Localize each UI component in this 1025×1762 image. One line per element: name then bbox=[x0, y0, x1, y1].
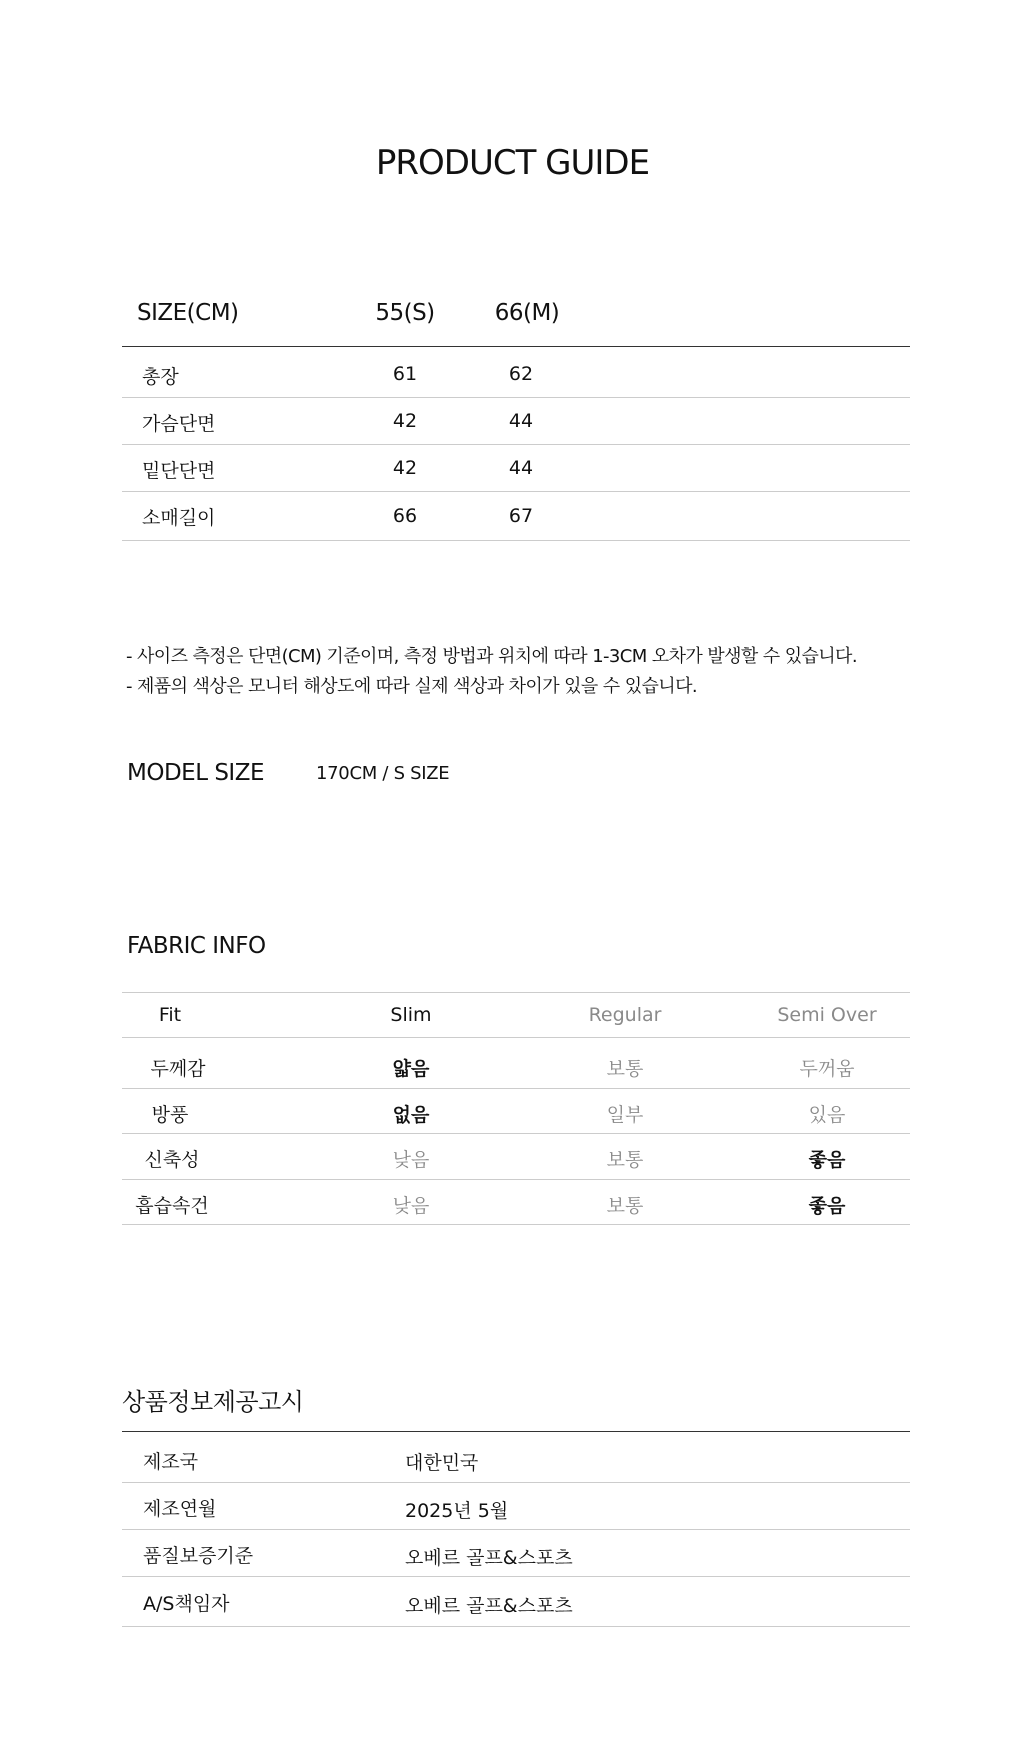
fabric-value: 없음 bbox=[392, 1104, 430, 1126]
note-color: - 제품의 색상은 모니터 해상도에 따라 실제 색상과 차이가 있을 수 있습니다. bbox=[126, 676, 697, 697]
row-divider bbox=[122, 491, 910, 492]
fabric-value: 낮음 bbox=[392, 1195, 430, 1217]
fabric-value: 일부 bbox=[606, 1104, 644, 1126]
row-divider bbox=[122, 540, 910, 541]
fabric-value: 낮음 bbox=[392, 1149, 430, 1171]
size-row-s: 42 bbox=[392, 410, 418, 432]
notice-row-value: 2025년 5월 bbox=[405, 1500, 509, 1522]
fabric-header-regular: Regular bbox=[588, 1004, 662, 1026]
fabric-value: 좋음 bbox=[808, 1195, 846, 1217]
row-divider bbox=[122, 1576, 910, 1577]
size-row-s: 61 bbox=[392, 363, 418, 385]
size-header-label: SIZE(CM) bbox=[137, 300, 239, 326]
size-row-label: 총장 bbox=[142, 366, 179, 388]
fabric-header-semi-over: Semi Over bbox=[777, 1004, 877, 1026]
size-row-m: 44 bbox=[508, 457, 534, 479]
row-divider bbox=[122, 1626, 910, 1627]
row-divider bbox=[122, 1133, 910, 1134]
model-size-label: MODEL SIZE bbox=[127, 760, 264, 786]
notice-row-label: A/S책임자 bbox=[143, 1593, 230, 1615]
fabric-row-label: 신축성 bbox=[144, 1149, 200, 1171]
fabric-value: 얇음 bbox=[392, 1058, 430, 1080]
notice-header-divider bbox=[122, 1431, 910, 1432]
size-header-divider bbox=[122, 346, 910, 347]
fabric-row-label: 두께감 bbox=[150, 1058, 206, 1080]
row-divider bbox=[122, 1224, 910, 1225]
size-row-m: 44 bbox=[508, 410, 534, 432]
fabric-value: 좋음 bbox=[808, 1149, 846, 1171]
size-header-m: 66(M) bbox=[494, 300, 560, 326]
fabric-value: 보통 bbox=[606, 1149, 644, 1171]
fabric-value: 보통 bbox=[606, 1058, 644, 1080]
fabric-value: 두꺼움 bbox=[799, 1058, 855, 1080]
row-divider bbox=[122, 1037, 910, 1038]
size-row-label: 소매길이 bbox=[142, 507, 216, 529]
notice-row-label: 제조국 bbox=[143, 1451, 199, 1473]
size-row-label: 밑단단면 bbox=[142, 460, 216, 482]
notice-row-value: 오베르 골프&스포츠 bbox=[405, 1595, 573, 1617]
fabric-value: 있음 bbox=[808, 1104, 846, 1126]
notice-row-label: 품질보증기준 bbox=[143, 1545, 254, 1567]
note-measurement: - 사이즈 측정은 단면(CM) 기준이며, 측정 방법과 위치에 따라 1-3CM 오차가 발생할 수 있습니다. bbox=[126, 646, 857, 667]
fabric-value: 보통 bbox=[606, 1195, 644, 1217]
fabric-header-slim: Slim bbox=[390, 1004, 432, 1026]
notice-row-label: 제조연월 bbox=[143, 1498, 217, 1520]
fabric-top-divider bbox=[122, 992, 910, 993]
row-divider bbox=[122, 1088, 910, 1089]
fabric-row-label: 방풍 bbox=[151, 1104, 189, 1126]
size-row-label: 가슴단면 bbox=[142, 413, 216, 435]
notice-row-value: 오베르 골프&스포츠 bbox=[405, 1547, 573, 1569]
size-row-s: 66 bbox=[392, 505, 418, 527]
row-divider bbox=[122, 1482, 910, 1483]
row-divider bbox=[122, 397, 910, 398]
row-divider bbox=[122, 1529, 910, 1530]
fabric-info-title: FABRIC INFO bbox=[127, 933, 266, 959]
fabric-header-fit: Fit bbox=[158, 1004, 182, 1026]
product-notice-title: 상품정보제공고시 bbox=[122, 1388, 304, 1416]
fabric-row-label: 흡습속건 bbox=[135, 1195, 209, 1217]
size-row-m: 67 bbox=[508, 505, 534, 527]
size-row-m: 62 bbox=[508, 363, 534, 385]
model-size-value: 170CM / S SIZE bbox=[316, 763, 450, 784]
row-divider bbox=[122, 1179, 910, 1180]
size-row-s: 42 bbox=[392, 457, 418, 479]
notice-row-value: 대한민국 bbox=[405, 1452, 479, 1474]
row-divider bbox=[122, 444, 910, 445]
page-title: PRODUCT GUIDE bbox=[375, 143, 650, 183]
size-header-s: 55(S) bbox=[375, 300, 435, 326]
